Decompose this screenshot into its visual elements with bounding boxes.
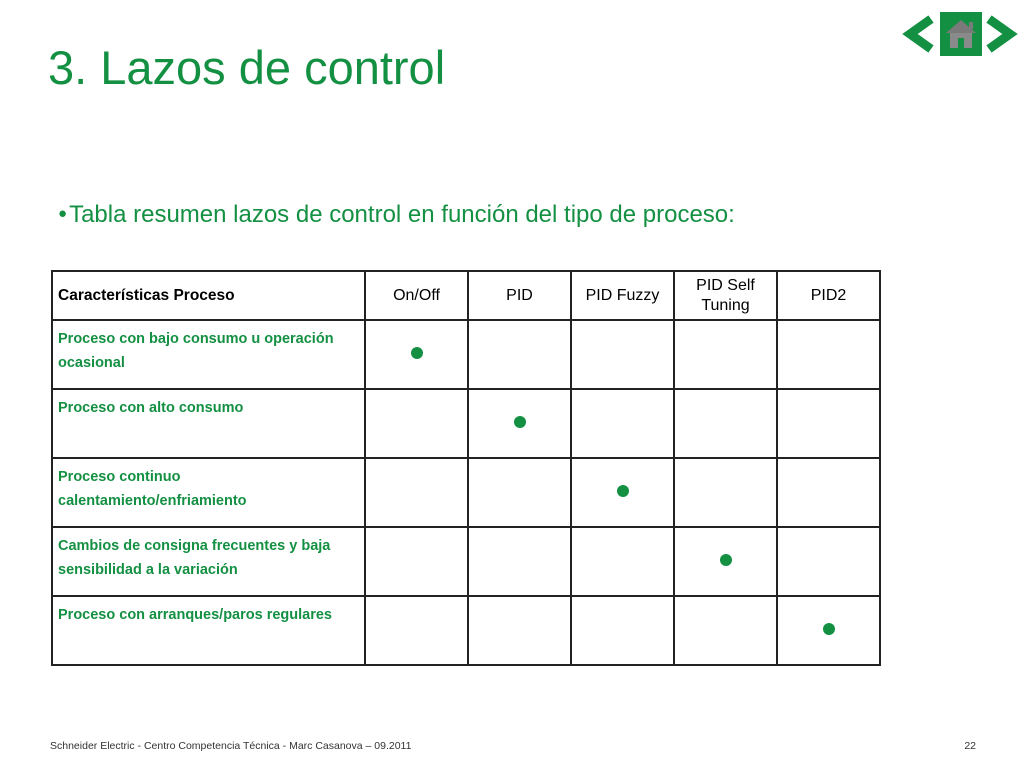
table-cell xyxy=(571,458,674,527)
navigation-bar xyxy=(902,12,1018,58)
table-row xyxy=(52,389,880,458)
row-label: Proceso con alto consumo xyxy=(52,389,365,458)
chevron-left-icon xyxy=(902,12,936,56)
row-label: Proceso con arranques/paros regulares xyxy=(52,596,365,665)
applicability-dot-icon xyxy=(617,485,629,497)
table-cell xyxy=(468,458,571,527)
table-cell xyxy=(777,458,880,527)
row-label: Proceso continuo calentamiento/enfriamiento xyxy=(52,458,365,527)
table-row xyxy=(52,596,880,665)
bullet-item xyxy=(58,201,735,229)
row-label: Cambios de consigna frecuentes y baja sensibilidad a la variación xyxy=(52,527,365,596)
bullet-dot-icon: ● xyxy=(58,205,68,222)
table-cell xyxy=(777,320,880,389)
table-cell xyxy=(777,527,880,596)
chevron-right-icon xyxy=(984,12,1018,56)
next-button[interactable] xyxy=(984,12,1018,56)
table-cell xyxy=(777,389,880,458)
header-cell-pid-fuzzy: PID Fuzzy xyxy=(571,271,674,320)
table-cell xyxy=(571,527,674,596)
home-icon xyxy=(940,12,982,56)
table-cell xyxy=(571,596,674,665)
table-cell xyxy=(365,389,468,458)
table-cell xyxy=(674,389,777,458)
header-cell-process-characteristics: Características Proceso xyxy=(52,271,365,320)
table-cell xyxy=(365,458,468,527)
table-cell xyxy=(468,389,571,458)
header-cell-pid2: PID2 xyxy=(777,271,880,320)
bullet-text: Tabla resumen lazos de control en función del tipo de proceso: xyxy=(69,201,735,228)
header-cell-on-off: On/Off xyxy=(365,271,468,320)
header-cell-pid-self-tuning: PID Self Tuning xyxy=(674,271,777,320)
control-loop-summary-table xyxy=(51,270,881,666)
table-cell xyxy=(468,320,571,389)
home-button[interactable] xyxy=(940,12,982,56)
footer-text: Schneider Electric - Centro Competencia Técnica - Marc Casanova – 09.2011 xyxy=(50,740,412,752)
table-cell xyxy=(674,527,777,596)
table-row xyxy=(52,458,880,527)
table-row xyxy=(52,527,880,596)
table-cell xyxy=(674,320,777,389)
table-cell xyxy=(365,320,468,389)
table-cell xyxy=(571,320,674,389)
previous-button[interactable] xyxy=(902,12,936,56)
table-cell xyxy=(674,458,777,527)
table-cell xyxy=(365,596,468,665)
applicability-dot-icon xyxy=(823,623,835,635)
table-cell xyxy=(674,596,777,665)
table-cell xyxy=(468,596,571,665)
slide-title: 3. Lazos de control xyxy=(48,41,446,94)
table-cell xyxy=(571,389,674,458)
header-cell-pid: PID xyxy=(468,271,571,320)
table-header-row xyxy=(52,271,880,320)
page-number: 22 xyxy=(964,740,976,752)
applicability-dot-icon xyxy=(720,554,732,566)
table-cell xyxy=(777,596,880,665)
applicability-dot-icon xyxy=(514,416,526,428)
table-cell xyxy=(468,527,571,596)
row-label: Proceso con bajo consumo u operación ocasional xyxy=(52,320,365,389)
table-row xyxy=(52,320,880,389)
applicability-dot-icon xyxy=(411,347,423,359)
table-cell xyxy=(365,527,468,596)
